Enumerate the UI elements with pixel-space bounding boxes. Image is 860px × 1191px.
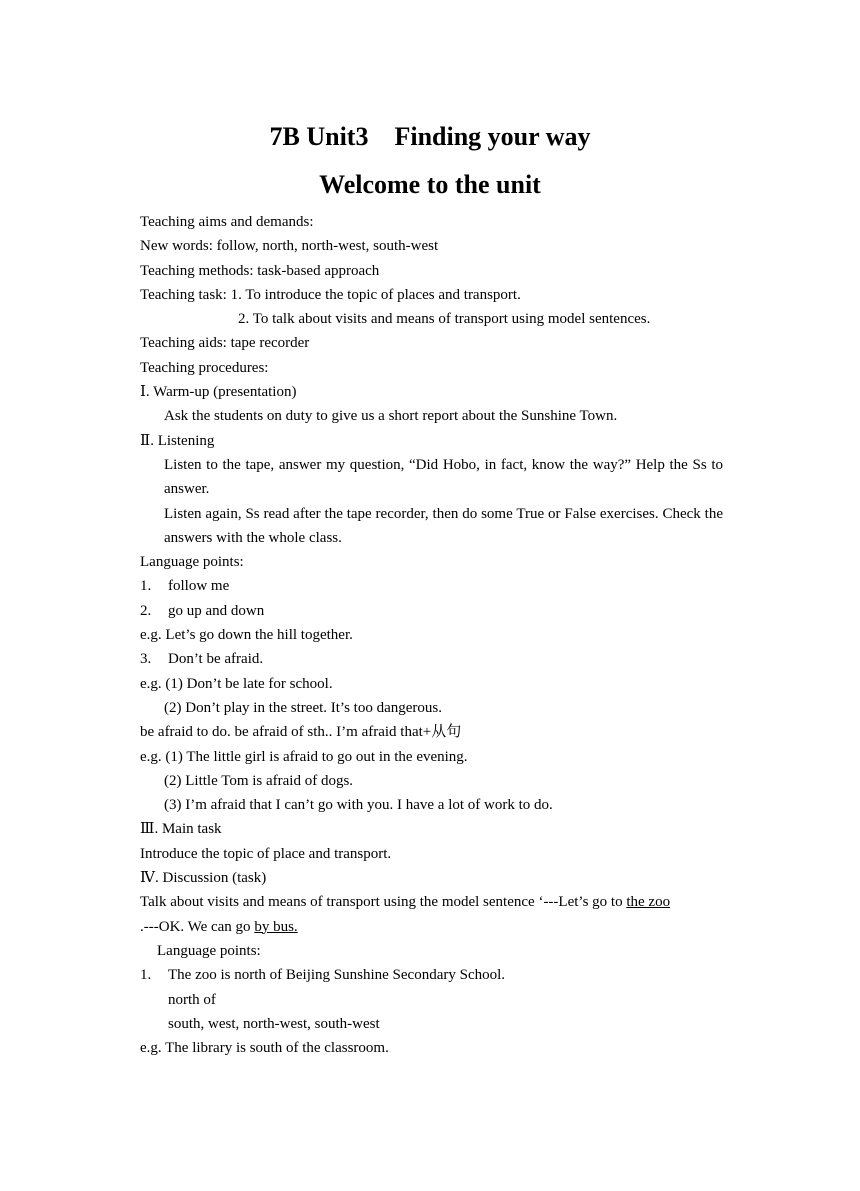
teaching-aims: Teaching aims and demands: xyxy=(140,214,314,230)
section-heading-discussion: Ⅳ. Discussion (task) xyxy=(140,870,267,887)
main-task-text: Introduce the topic of place and transport. xyxy=(140,845,392,862)
example-sentence: e.g. (1) Don’t be late for school. xyxy=(140,675,333,692)
teaching-task-1: Teaching task: 1. To introduce the topic of places and transport. xyxy=(140,286,521,303)
point-number: 1. xyxy=(140,578,152,595)
listening-paragraph-2: Listen again, Ss read after the tape recorder, then do some True or False exercises. Check the answers with the whole class. xyxy=(164,505,723,546)
point-text: follow me xyxy=(168,578,230,595)
underlined-phrase: the zoo xyxy=(626,894,671,911)
directions-list: south, west, north-west, south-west xyxy=(168,1015,380,1032)
point-text: Don’t be afraid. xyxy=(168,651,264,668)
teaching-aids: Teaching aids: tape recorder xyxy=(140,335,310,352)
example-sentence: e.g. Let’s go down the hill together. xyxy=(140,627,353,644)
discussion-text-line-1 xyxy=(140,890,723,914)
teaching-methods: Teaching methods: task-based approach xyxy=(140,262,380,279)
document-title: 7B Unit3 Finding your way xyxy=(269,122,591,151)
afraid-forms: be afraid to do. be afraid of sth.. I’m afraid that+从句 xyxy=(140,724,462,741)
point-number: 3. xyxy=(140,651,152,668)
example-sentence: e.g. (1) The little girl is afraid to go out in the evening. xyxy=(140,748,468,765)
point-number: 2. xyxy=(140,602,152,619)
warmup-text: Ask the students on duty to give us a short report about the Sunshine Town. xyxy=(164,408,618,425)
discussion-text: Talk about visits and means of transport using the model sentence ‘---Let’s go to xyxy=(140,894,627,911)
teaching-task-2: 2. To talk about visits and means of transport using model sentences. xyxy=(238,311,651,328)
language-point-item xyxy=(140,963,723,987)
point-number: 1. xyxy=(140,967,152,984)
example-sentence: e.g. The library is south of the classroom. xyxy=(140,1040,389,1057)
language-point-item xyxy=(140,647,723,671)
section-heading-listening: Ⅱ. Listening xyxy=(140,432,215,449)
document-body xyxy=(140,210,723,1060)
teaching-procedures: Teaching procedures: xyxy=(140,359,269,376)
point-text: go up and down xyxy=(168,602,265,619)
north-of-phrase: north of xyxy=(168,991,216,1008)
discussion-text-line-2 xyxy=(140,915,723,939)
section-heading-main-task: Ⅲ. Main task xyxy=(140,821,222,838)
listening-paragraph-1: Listen to the tape, answer my question, “Did Hobo, in fact, know the way?” Help the Ss to answer. xyxy=(164,456,723,498)
language-points-label: Language points: xyxy=(157,942,261,959)
language-point-item xyxy=(140,574,723,598)
point-text: The zoo is north of Beijing Sunshine Secondary School. xyxy=(168,967,506,984)
document-subtitle: Welcome to the unit xyxy=(319,170,541,199)
new-words: New words: follow, north, north-west, south-west xyxy=(140,238,439,255)
example-sentence: (2) Little Tom is afraid of dogs. xyxy=(164,772,354,789)
discussion-text: .---OK. We can go xyxy=(140,918,255,935)
section-heading-warmup: Ⅰ. Warm-up (presentation) xyxy=(140,384,297,401)
example-sentence: (3) I’m afraid that I can’t go with you. I have a lot of work to do. xyxy=(164,797,553,814)
language-point-item xyxy=(140,599,723,623)
language-points-label: Language points: xyxy=(140,554,244,571)
underlined-phrase: by bus. xyxy=(254,918,298,935)
example-sentence: (2) Don’t play in the street. It’s too dangerous. xyxy=(164,699,442,716)
